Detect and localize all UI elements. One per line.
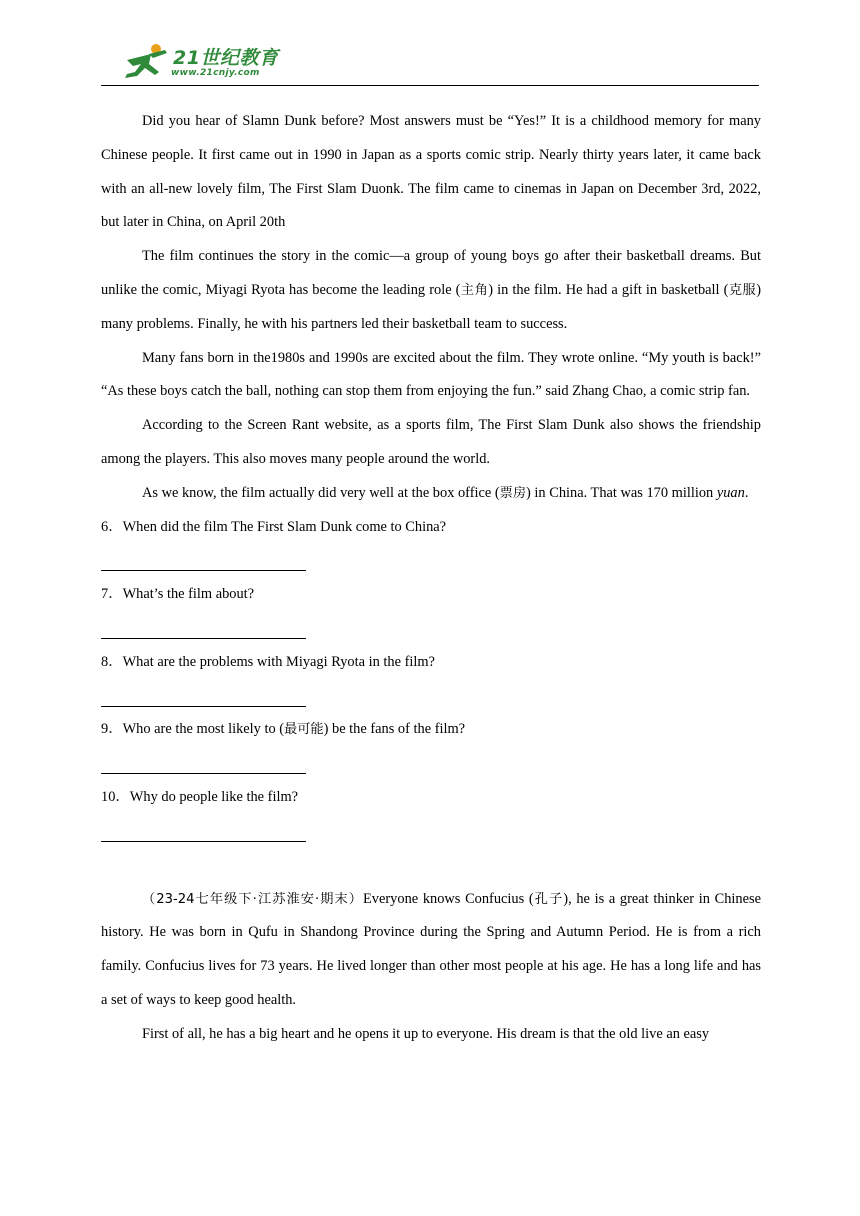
- passage1-paragraph-2: [101, 240, 761, 341]
- passage1-paragraph-5: [101, 477, 761, 511]
- p5-end: .: [744, 484, 749, 501]
- question-9: [101, 713, 761, 747]
- passage2-source: （23-24七年级下·江苏淮安·期末）: [142, 891, 364, 907]
- question-text: What’s the film about?: [122, 586, 255, 603]
- logo: [121, 42, 291, 84]
- p2-text-b: ) in the film. He had a gift in basketball (: [488, 281, 729, 298]
- answer-blank-10[interactable]: [101, 815, 761, 849]
- logo-text: 21世纪教育: [173, 47, 279, 69]
- question-7: [101, 578, 761, 612]
- p2-1-text-b: ), he is a great thinker in Chinese history. He was born in Qufu in Shandong Province during the Spring and Autumn Period. He is from a rich family. Confucius lives for 73 years. He lived longer than other most people at his age. He has a long life and has a set of ways to keep good health.: [101, 890, 761, 1008]
- p2-1-chinese: 孔子: [533, 891, 564, 907]
- document-body: [101, 105, 761, 1052]
- question-8: [101, 646, 761, 680]
- p2-text-c: ) many problems. Finally, he with his partners led their basketball team to success.: [101, 281, 762, 332]
- question-10: [101, 781, 761, 815]
- passage1-paragraph-4: According to the Screen Rant website, as a sports film, The First Slam Dunk also shows the friendship among the players. This also moves many people around the world.: [101, 417, 761, 467]
- passage2-paragraph-2: First of all, he has a big heart and he opens it up to everyone. His dream is that the old live an easy: [142, 1025, 710, 1042]
- question-number: 10．: [101, 788, 130, 805]
- p5-text-a: As we know, the film actually did very well at the box office (: [142, 484, 500, 501]
- p2-chinese-1: 主角: [460, 282, 489, 298]
- page-header: [101, 38, 759, 88]
- p5-text-b: ) in China. That was 170 million: [526, 484, 717, 501]
- p5-chinese: 票房: [499, 485, 527, 501]
- question-text: Why do people like the film?: [129, 788, 299, 805]
- passage1-paragraph-1: Did you hear of Slamn Dunk before? Most answers must be “Yes!” It is a childhood memory for many Chinese people. It first came out in 1990 in Japan as a sports comic strip. Nearly thirty years later, it came back with an all-new lovely film, The First Slam Duonk. The film came to cinemas in Japan on December 3rd, 2022, but later in China, on April 20th: [101, 113, 761, 231]
- section-gap: [101, 849, 761, 883]
- question-text: What are the problems with Miyagi Ryota in the film?: [122, 653, 435, 670]
- answer-blank-8[interactable]: [101, 680, 761, 714]
- question-number: 9．: [101, 721, 123, 738]
- p5-italic: yuan: [716, 484, 745, 501]
- runner-logo-icon: [121, 42, 173, 82]
- answer-blank-9[interactable]: [101, 747, 761, 781]
- logo-url: www.21cnjy.com: [171, 68, 260, 78]
- p2-1-text-a: Everyone knows Confucius (: [363, 890, 534, 907]
- question-number: 7．: [101, 586, 123, 603]
- question-6: [101, 511, 761, 545]
- p2-text-a: The film continues the story in the comic—a group of young boys go after their basketball dreams. But unlike the comic, Miyagi Ryota has become the leading role (: [101, 248, 761, 298]
- header-divider: [101, 85, 759, 86]
- question-text: When did the film The First Slam Dunk come to China?: [122, 518, 447, 535]
- question-text-a: Who are the most likely to (: [122, 721, 285, 738]
- question-chinese: 最可能: [284, 722, 324, 738]
- answer-blank-6[interactable]: [101, 544, 761, 578]
- passage1-paragraph-3: Many fans born in the1980s and 1990s are excited about the film. They wrote online. “My youth is back!” “As these boys catch the ball, nothing can stop them from enjoying the fun.” said Zhang Chao, a comic strip fan.: [101, 349, 761, 400]
- answer-blank-7[interactable]: [101, 612, 761, 646]
- passage2-paragraph-1: [101, 883, 761, 1018]
- question-number: 6．: [101, 518, 123, 535]
- question-text-b: ) be the fans of the film?: [323, 721, 466, 738]
- p2-chinese-2: 克服: [728, 282, 757, 298]
- question-number: 8．: [101, 653, 123, 670]
